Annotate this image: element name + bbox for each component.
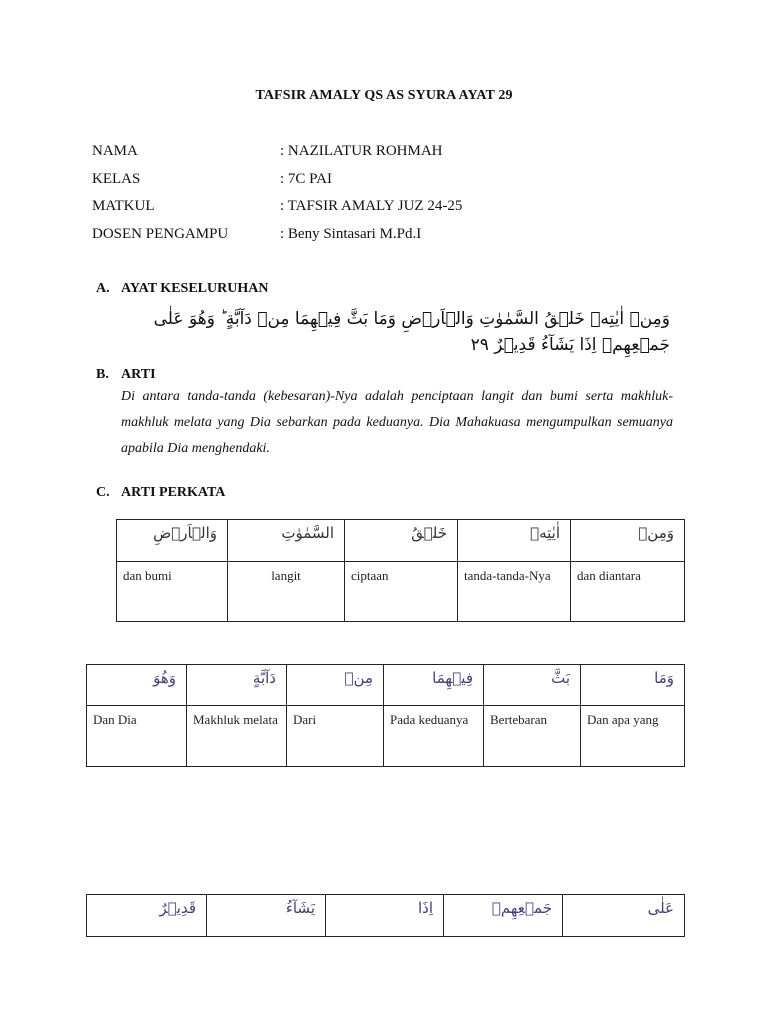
- word-table-2: [86, 664, 685, 767]
- info-label: MATKUL: [92, 198, 155, 214]
- arabic-word-cell: خَلۡقُ: [345, 520, 458, 562]
- ayat-arabic-text: وَمِنۡ اٰيٰتِهٖ خَلۡقُ السَّمٰوٰتِ وَالۡاَرۡضِ وَمَا بَثَّ فِيۡهِمَا مِنۡ دَآبَّةٍ​ ؕ وَهُوَ عَلٰى جَمۡعِهِمۡ اِذَا يَشَآءُ قَدِيۡرٌ ۲۹: [153, 309, 670, 355]
- word-table-1: [116, 519, 685, 622]
- arabic-word-cell: اِذَا: [326, 895, 444, 937]
- meaning-cell: Bertebaran: [484, 706, 581, 767]
- table-row-arabic: [117, 520, 685, 562]
- table-row-arabic: [87, 895, 685, 937]
- table-row-meaning: [117, 562, 685, 622]
- section-a-heading: [96, 281, 268, 297]
- info-label: DOSEN PENGAMPU: [92, 226, 229, 242]
- section-title: ARTI: [121, 367, 156, 382]
- arabic-word-cell: دَآبَّةٍ: [187, 665, 287, 706]
- arabic-word-cell: السَّمٰوٰتِ: [228, 520, 345, 562]
- arabic-word-cell: وَمَا: [581, 665, 685, 706]
- meaning-cell: dan bumi: [117, 562, 228, 622]
- meaning-cell: Dan apa yang: [581, 706, 685, 767]
- info-label: NAMA: [92, 143, 138, 159]
- section-title: AYAT KESELURUHAN: [121, 281, 269, 296]
- section-b-heading: [96, 367, 156, 383]
- section-letter: A.: [96, 281, 110, 296]
- meaning-cell: Pada keduanya: [384, 706, 484, 767]
- arabic-word-cell: يَشَآءُ: [207, 895, 326, 937]
- arabic-word-cell: وَهُوَ: [87, 665, 187, 706]
- arti-paragraph: Di antara tanda-tanda (kebesaran)-Nya adalah penciptaan langit dan bumi serta makhluk-makhluk melata yang Dia sebarkan pada keduanya. Dia Mahakuasa mengumpulkan semuanya apabila Dia menghendaki.: [121, 389, 673, 456]
- arabic-word-cell: جَمۡعِهِمۡ: [444, 895, 563, 937]
- meaning-cell: langit: [228, 562, 345, 622]
- arabic-word-cell: قَدِيۡرٌ: [87, 895, 207, 937]
- table-row-meaning: [87, 706, 685, 767]
- arabic-word-cell: وَمِنۡ: [571, 520, 685, 562]
- meaning-cell: Dari: [287, 706, 384, 767]
- meaning-cell: ciptaan: [345, 562, 458, 622]
- word-table-3: [86, 894, 685, 937]
- meaning-cell: Makhluk melata: [187, 706, 287, 767]
- arabic-word-cell: عَلٰى: [563, 895, 685, 937]
- arabic-word-cell: بَثَّ: [484, 665, 581, 706]
- section-title: ARTI PERKATA: [121, 485, 226, 500]
- document-title: TAFSIR AMALY QS AS SYURA AYAT 29: [255, 88, 513, 103]
- info-value: : 7C PAI: [280, 171, 332, 187]
- meaning-cell: Dan Dia: [87, 706, 187, 767]
- section-letter: B.: [96, 367, 109, 382]
- section-c-heading: [96, 485, 225, 501]
- arabic-word-cell: مِنۡ: [287, 665, 384, 706]
- info-value: : NAZILATUR ROHMAH: [280, 143, 443, 159]
- meaning-cell: tanda-tanda-Nya: [458, 562, 571, 622]
- arabic-word-cell: اٰيٰتِهٖ: [458, 520, 571, 562]
- info-value: : TAFSIR AMALY JUZ 24-25: [280, 198, 463, 214]
- section-letter: C.: [96, 485, 110, 500]
- arabic-word-cell: فِيۡهِمَا: [384, 665, 484, 706]
- arabic-word-cell: وَالۡاَرۡضِ: [117, 520, 228, 562]
- table-row-arabic: [87, 665, 685, 706]
- meaning-cell: dan diantara: [571, 562, 685, 622]
- info-label: KELAS: [92, 171, 141, 187]
- info-value: : Beny Sintasari M.Pd.I: [280, 226, 422, 242]
